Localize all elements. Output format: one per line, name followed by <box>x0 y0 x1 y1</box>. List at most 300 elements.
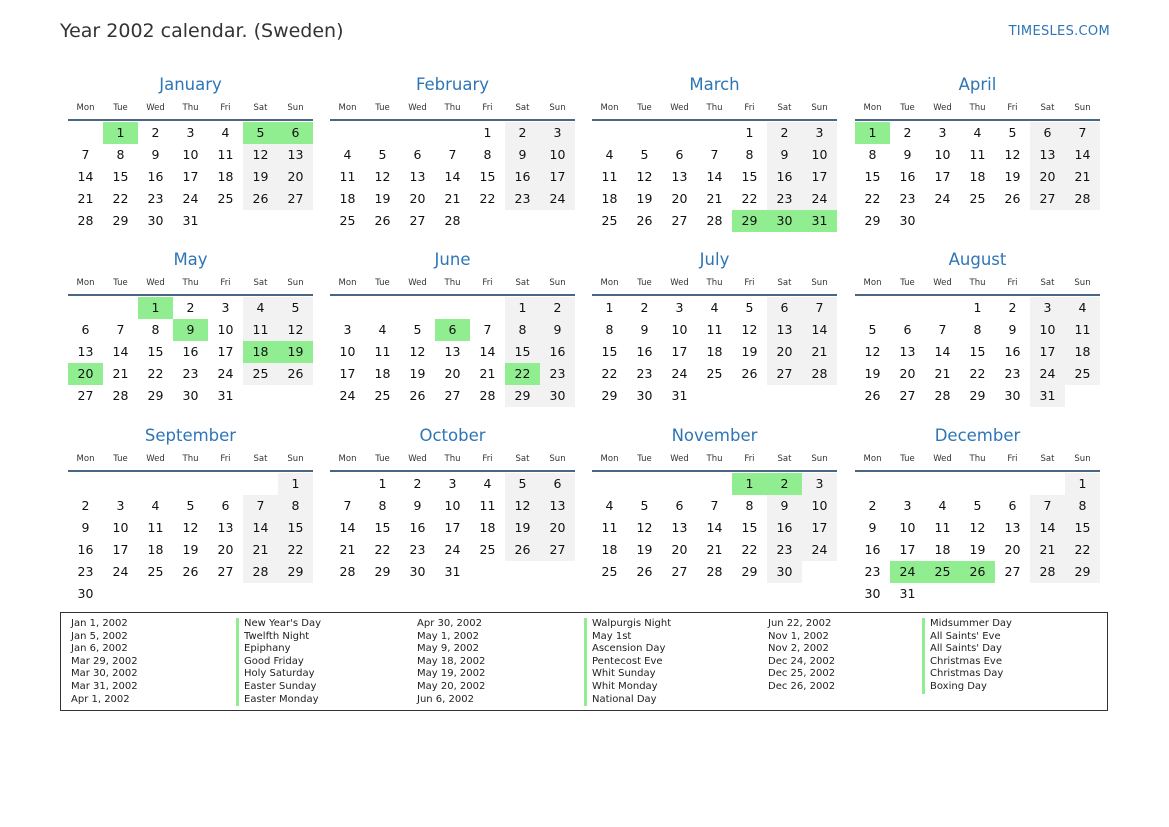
day-cell: 31 <box>1030 385 1065 407</box>
day-cell: 20 <box>899 366 916 381</box>
holiday-list <box>60 612 1108 711</box>
empty-cell <box>173 583 208 605</box>
holiday-day-cell: 1 <box>103 122 138 144</box>
day-cell: 13 <box>540 495 575 517</box>
day-cell: 27 <box>77 388 94 403</box>
weekday-label: Sat <box>777 278 792 288</box>
day-cell: 1 <box>483 125 492 140</box>
weekday-label: Wed <box>146 454 165 464</box>
month-march <box>592 74 837 232</box>
empty-cell <box>208 210 243 232</box>
day-cell: 15 <box>969 344 986 359</box>
day-cell: 19 <box>636 542 653 557</box>
day-cell: 9 <box>767 495 802 517</box>
weekday-label: Tue <box>637 103 652 113</box>
day-cell: 22 <box>147 366 164 381</box>
empty-cell <box>470 561 505 583</box>
day-cell: 6 <box>540 473 575 495</box>
weekday-header <box>330 276 575 296</box>
empty-cell <box>995 473 1030 495</box>
weekday-label: Fri <box>1007 454 1018 464</box>
holiday-name: Whit Sunday <box>584 668 671 681</box>
weekday-label: Fri <box>220 103 231 113</box>
weekday-label: Fri <box>220 454 231 464</box>
day-cell: 30 <box>147 213 164 228</box>
day-cell: 13 <box>217 520 234 535</box>
week-row <box>592 539 837 561</box>
day-cell: 20 <box>671 191 688 206</box>
week-row <box>855 517 1100 539</box>
day-cell: 27 <box>899 388 916 403</box>
day-cell: 11 <box>339 169 356 184</box>
day-cell: 9 <box>81 520 90 535</box>
day-cell: 16 <box>767 166 802 188</box>
day-cell: 15 <box>741 520 758 535</box>
day-cell: 6 <box>675 147 684 162</box>
weekday-label: Wed <box>408 103 427 113</box>
day-cell: 20 <box>217 542 234 557</box>
day-cell: 11 <box>217 147 234 162</box>
day-cell: 10 <box>671 322 688 337</box>
week-row <box>855 583 1100 605</box>
holiday-date-column <box>417 618 485 706</box>
empty-cell <box>855 297 890 319</box>
weekday-label: Wed <box>933 454 952 464</box>
day-cell: 17 <box>802 166 837 188</box>
holiday-name: Christmas Day <box>922 668 1012 681</box>
weekday-label: Wed <box>933 278 952 288</box>
day-cell: 21 <box>1030 539 1065 561</box>
empty-cell <box>330 473 365 495</box>
day-cell: 7 <box>243 495 278 517</box>
day-cell: 11 <box>479 498 496 513</box>
weekday-label: Mon <box>600 278 619 288</box>
month-name: November <box>671 426 758 445</box>
weekday-label: Sat <box>1040 454 1055 464</box>
day-cell: 30 <box>182 388 199 403</box>
empty-cell <box>890 473 925 495</box>
week-row <box>855 122 1100 144</box>
empty-cell <box>435 297 470 319</box>
weekday-label: Tue <box>900 454 915 464</box>
day-cell: 15 <box>601 344 618 359</box>
day-cell: 21 <box>706 191 723 206</box>
weekday-label: Sun <box>811 454 828 464</box>
day-cell: 27 <box>671 213 688 228</box>
day-cell: 19 <box>409 366 426 381</box>
day-cell: 12 <box>969 520 986 535</box>
weekday-label: Wed <box>933 103 952 113</box>
weekday-label: Mon <box>76 103 95 113</box>
week-row <box>68 517 313 539</box>
day-cell: 14 <box>934 344 951 359</box>
holiday-date: May 20, 2002 <box>417 680 486 692</box>
day-cell: 21 <box>112 366 129 381</box>
weekday-header <box>68 101 313 121</box>
empty-cell <box>960 583 995 605</box>
weekday-label: Mon <box>338 103 357 113</box>
empty-cell <box>1065 583 1100 605</box>
weekday-label: Fri <box>220 278 231 288</box>
day-cell: 17 <box>899 542 916 557</box>
day-cell: 4 <box>710 300 719 315</box>
day-cell: 28 <box>444 213 461 228</box>
day-cell: 24 <box>217 366 234 381</box>
holiday-day-cell: 1 <box>732 473 767 495</box>
day-cell: 26 <box>409 388 426 403</box>
day-cell: 18 <box>706 344 723 359</box>
day-cell: 9 <box>868 520 877 535</box>
day-cell: 1 <box>1065 473 1100 495</box>
day-cell: 1 <box>973 300 982 315</box>
day-cell: 6 <box>1008 498 1017 513</box>
day-cell: 16 <box>147 169 164 184</box>
day-cell: 2 <box>540 297 575 319</box>
day-cell: 26 <box>1004 191 1021 206</box>
week-row <box>592 385 837 407</box>
empty-cell <box>627 473 662 495</box>
empty-cell <box>732 385 767 407</box>
month-december <box>855 425 1100 605</box>
week-row <box>592 297 837 319</box>
week-row <box>330 210 575 232</box>
week-row <box>592 188 837 210</box>
day-cell: 22 <box>278 539 313 561</box>
holiday-name: Ascension Day <box>584 643 671 656</box>
day-cell: 17 <box>671 344 688 359</box>
empty-cell <box>208 473 243 495</box>
day-cell: 4 <box>221 125 230 140</box>
day-cell: 7 <box>448 147 457 162</box>
day-cell: 13 <box>278 144 313 166</box>
day-cell: 29 <box>969 388 986 403</box>
day-cell: 26 <box>182 564 199 579</box>
month-name: October <box>419 426 486 445</box>
day-cell: 20 <box>409 191 426 206</box>
day-cell: 3 <box>116 498 125 513</box>
day-cell: 13 <box>444 344 461 359</box>
day-cell: 3 <box>938 125 947 140</box>
empty-cell <box>68 122 103 144</box>
weekday-label: Thu <box>182 103 199 113</box>
day-cell: 11 <box>374 344 391 359</box>
empty-cell <box>103 297 138 319</box>
weekday-label: Thu <box>969 278 986 288</box>
day-cell: 2 <box>1008 300 1017 315</box>
weekday-label: Sun <box>811 278 828 288</box>
weekday-label: Fri <box>1007 103 1018 113</box>
holiday-day-cell: 5 <box>243 122 278 144</box>
day-cell: 16 <box>505 166 540 188</box>
month-april <box>855 74 1100 232</box>
day-cell: 18 <box>147 542 164 557</box>
weekday-label: Sun <box>1074 454 1091 464</box>
empty-cell <box>505 561 540 583</box>
holiday-date: Nov 2, 2002 <box>768 643 829 655</box>
day-cell: 3 <box>448 476 457 491</box>
day-cell: 13 <box>77 344 94 359</box>
holiday-date: Jan 6, 2002 <box>71 643 128 655</box>
weekday-label: Mon <box>338 278 357 288</box>
day-cell: 15 <box>112 169 129 184</box>
week-row <box>592 363 837 385</box>
day-cell: 18 <box>934 542 951 557</box>
week-row <box>330 385 575 407</box>
weekday-label: Sat <box>1040 103 1055 113</box>
day-cell: 19 <box>1004 169 1021 184</box>
weekday-header <box>330 101 575 121</box>
empty-cell <box>697 385 732 407</box>
day-cell: 3 <box>343 322 352 337</box>
weekday-header <box>68 452 313 472</box>
day-cell: 14 <box>1065 144 1100 166</box>
day-cell: 23 <box>409 542 426 557</box>
week-row <box>68 210 313 232</box>
holiday-name: Midsummer Day <box>922 618 1012 631</box>
day-cell: 26 <box>636 564 653 579</box>
weekday-label: Sun <box>549 103 566 113</box>
day-cell: 27 <box>444 388 461 403</box>
day-cell: 29 <box>1065 561 1100 583</box>
weekday-label: Wed <box>670 103 689 113</box>
day-cell: 4 <box>938 498 947 513</box>
day-cell: 10 <box>444 498 461 513</box>
day-cell: 8 <box>745 147 754 162</box>
weekday-label: Thu <box>706 454 723 464</box>
day-cell: 15 <box>278 517 313 539</box>
empty-cell <box>243 385 278 407</box>
day-cell: 18 <box>479 520 496 535</box>
holiday-date-column <box>71 618 138 706</box>
day-cell: 20 <box>278 166 313 188</box>
holiday-name-column <box>922 618 1012 694</box>
holiday-day-cell: 9 <box>173 319 208 341</box>
day-cell: 8 <box>1065 495 1100 517</box>
weekday-label: Sat <box>777 454 792 464</box>
weekday-header <box>592 452 837 472</box>
day-cell: 17 <box>112 542 129 557</box>
holiday-name: Whit Monday <box>584 681 671 694</box>
day-cell: 24 <box>934 191 951 206</box>
day-cell: 31 <box>444 564 461 579</box>
day-cell: 7 <box>1030 495 1065 517</box>
day-cell: 3 <box>675 300 684 315</box>
week-row <box>592 561 837 583</box>
day-cell: 12 <box>182 520 199 535</box>
day-cell: 15 <box>147 344 164 359</box>
weekday-label: Fri <box>482 278 493 288</box>
weekday-label: Tue <box>113 103 128 113</box>
day-cell: 20 <box>1030 166 1065 188</box>
holiday-name: Twelfth Night <box>236 631 321 644</box>
day-cell: 20 <box>444 366 461 381</box>
day-cell: 31 <box>899 586 916 601</box>
day-cell: 27 <box>540 539 575 561</box>
day-cell: 12 <box>864 344 881 359</box>
holiday-name: Boxing Day <box>922 681 1012 694</box>
day-cell: 21 <box>934 366 951 381</box>
day-cell: 26 <box>636 213 653 228</box>
day-cell: 12 <box>1004 147 1021 162</box>
day-cell: 1 <box>505 297 540 319</box>
day-cell: 16 <box>409 520 426 535</box>
day-cell: 28 <box>243 561 278 583</box>
weekday-label: Fri <box>1007 278 1018 288</box>
month-name: March <box>689 75 740 94</box>
empty-cell <box>855 473 890 495</box>
month-name: December <box>934 426 1021 445</box>
weekday-label: Sun <box>811 103 828 113</box>
day-cell: 23 <box>636 366 653 381</box>
week-row <box>592 166 837 188</box>
week-row <box>855 319 1100 341</box>
day-cell: 30 <box>899 213 916 228</box>
day-cell: 7 <box>81 147 90 162</box>
day-cell: 8 <box>745 498 754 513</box>
weekday-label: Fri <box>744 103 755 113</box>
empty-cell <box>802 561 837 583</box>
weekday-label: Tue <box>900 103 915 113</box>
week-row <box>592 473 837 495</box>
empty-cell <box>1065 210 1100 232</box>
day-cell: 1 <box>378 476 387 491</box>
day-cell: 19 <box>374 191 391 206</box>
weekday-label: Wed <box>408 454 427 464</box>
day-cell: 12 <box>243 144 278 166</box>
empty-cell <box>138 583 173 605</box>
holiday-name-column <box>236 618 321 706</box>
day-cell: 23 <box>899 191 916 206</box>
day-cell: 5 <box>640 498 649 513</box>
empty-cell <box>278 583 313 605</box>
day-cell: 19 <box>969 542 986 557</box>
empty-cell <box>540 210 575 232</box>
day-cell: 23 <box>147 191 164 206</box>
holiday-date: Jan 5, 2002 <box>71 630 128 642</box>
holiday-date: Jan 1, 2002 <box>71 618 128 629</box>
day-cell: 6 <box>413 147 422 162</box>
weekday-label: Fri <box>744 454 755 464</box>
day-cell: 19 <box>741 344 758 359</box>
day-cell: 24 <box>444 542 461 557</box>
day-cell: 5 <box>1008 125 1017 140</box>
day-cell: 4 <box>605 498 614 513</box>
day-cell: 31 <box>671 388 688 403</box>
day-cell: 11 <box>969 147 986 162</box>
month-august <box>855 249 1100 407</box>
week-row <box>592 319 837 341</box>
week-row <box>68 122 313 144</box>
day-cell: 24 <box>802 539 837 561</box>
empty-cell <box>470 297 505 319</box>
day-cell: 18 <box>339 191 356 206</box>
day-cell: 14 <box>444 169 461 184</box>
week-row <box>855 188 1100 210</box>
day-cell: 28 <box>934 388 951 403</box>
month-september <box>68 425 313 605</box>
day-cell: 10 <box>112 520 129 535</box>
week-row <box>68 385 313 407</box>
day-cell: 9 <box>413 498 422 513</box>
day-cell: 11 <box>934 520 951 535</box>
holiday-name: Good Friday <box>236 656 321 669</box>
month-name: June <box>434 250 471 269</box>
day-cell: 28 <box>479 388 496 403</box>
weekday-label: Sun <box>287 103 304 113</box>
day-cell: 19 <box>505 517 540 539</box>
day-cell: 12 <box>374 169 391 184</box>
week-row <box>855 166 1100 188</box>
day-cell: 22 <box>1065 539 1100 561</box>
weekday-label: Sat <box>253 278 268 288</box>
site-link[interactable]: TIMESLES.COM <box>1008 24 1110 39</box>
day-cell: 26 <box>243 188 278 210</box>
day-cell: 26 <box>741 366 758 381</box>
month-june <box>330 249 575 407</box>
day-cell: 3 <box>903 498 912 513</box>
day-cell: 1 <box>605 300 614 315</box>
day-cell: 16 <box>899 169 916 184</box>
holiday-date: Dec 24, 2002 <box>768 655 836 667</box>
holiday-date: Mar 30, 2002 <box>71 668 138 680</box>
week-row <box>330 144 575 166</box>
day-cell: 5 <box>278 297 313 319</box>
month-may <box>68 249 313 407</box>
day-cell: 14 <box>706 520 723 535</box>
weekday-label: Mon <box>863 454 882 464</box>
weekday-label: Sat <box>515 103 530 113</box>
day-cell: 10 <box>802 144 837 166</box>
day-cell: 11 <box>601 520 618 535</box>
day-cell: 29 <box>374 564 391 579</box>
week-row <box>330 166 575 188</box>
day-cell: 22 <box>601 366 618 381</box>
day-cell: 20 <box>540 517 575 539</box>
week-row <box>330 561 575 583</box>
day-cell: 8 <box>483 147 492 162</box>
day-cell: 25 <box>147 564 164 579</box>
page-title: Year 2002 calendar. (Sweden) <box>60 20 344 42</box>
weekday-label: Tue <box>113 454 128 464</box>
day-cell: 30 <box>409 564 426 579</box>
day-cell: 2 <box>81 498 90 513</box>
day-cell: 10 <box>182 147 199 162</box>
day-cell: 24 <box>671 366 688 381</box>
empty-cell <box>592 473 627 495</box>
holiday-date: May 1, 2002 <box>417 630 480 642</box>
empty-cell <box>400 122 435 144</box>
empty-cell <box>662 122 697 144</box>
week-row <box>68 561 313 583</box>
empty-cell <box>208 583 243 605</box>
day-cell: 3 <box>802 122 837 144</box>
week-row <box>330 473 575 495</box>
day-cell: 19 <box>636 191 653 206</box>
weekday-label: Sun <box>549 454 566 464</box>
weekday-label: Fri <box>482 454 493 464</box>
months-grid <box>68 74 1102 604</box>
day-cell: 27 <box>767 363 802 385</box>
empty-cell <box>435 122 470 144</box>
empty-cell <box>925 473 960 495</box>
holiday-day-cell: 18 <box>243 341 278 363</box>
day-cell: 9 <box>903 147 912 162</box>
holiday-name: Epiphany <box>236 643 321 656</box>
weekday-label: Wed <box>146 103 165 113</box>
weekday-label: Sun <box>1074 103 1091 113</box>
week-row <box>855 363 1100 385</box>
day-cell: 6 <box>81 322 90 337</box>
